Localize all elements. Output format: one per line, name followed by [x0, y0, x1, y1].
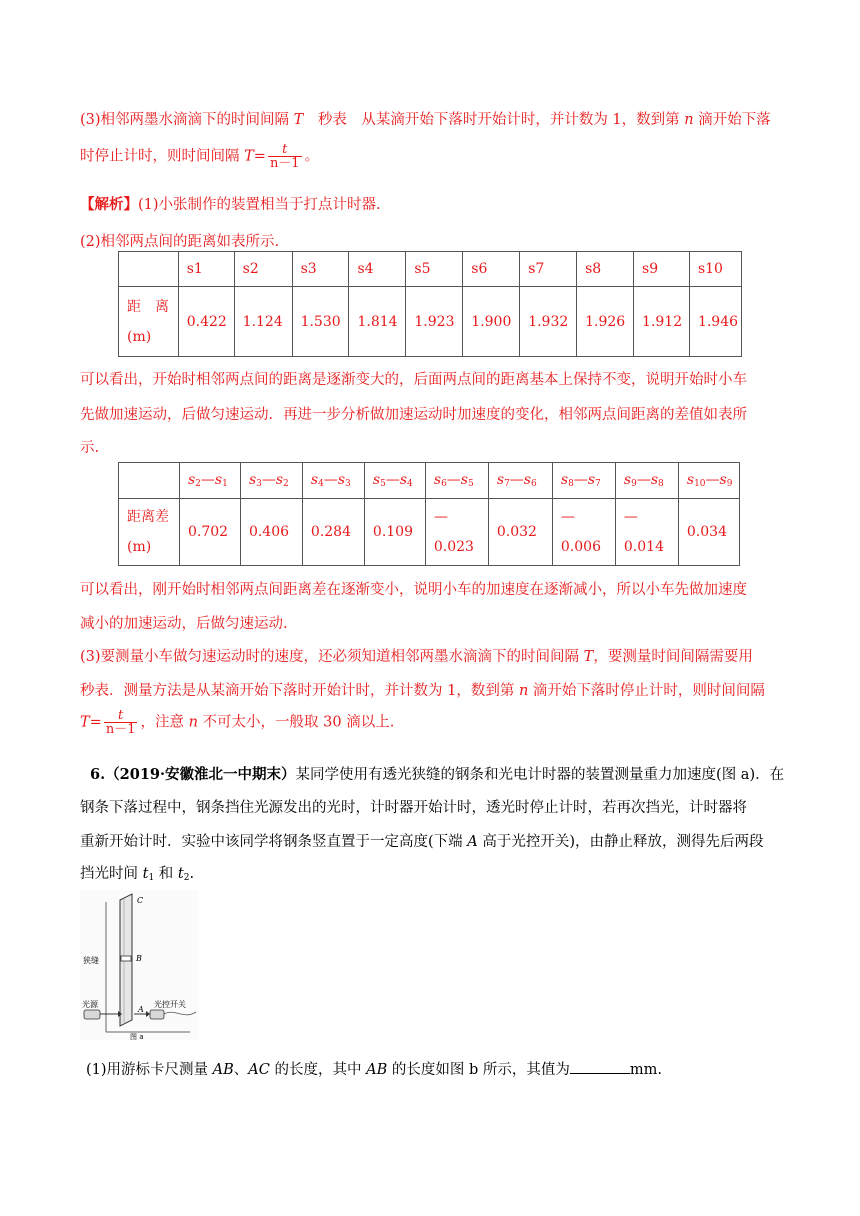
- table-header-cell: s6: [463, 252, 520, 287]
- cell-value: 0.023: [433, 539, 474, 555]
- var-s: s: [523, 472, 531, 488]
- var-s: s: [187, 472, 196, 488]
- table-header-cell: [425, 463, 488, 499]
- table-header-cell: [488, 463, 552, 499]
- analysis-p5-line3: [80, 709, 394, 736]
- label-A: A: [138, 1005, 144, 1014]
- minus: —: [200, 472, 215, 488]
- text: 的长度如图 b 所示，其值为: [387, 1062, 570, 1078]
- analysis-p5-line2: [80, 679, 765, 700]
- text: .: [189, 866, 195, 882]
- text: ，要测量时间间隔需要用: [593, 649, 753, 665]
- cell-value: 0.032: [496, 524, 537, 540]
- answer-blank[interactable]: [570, 1061, 630, 1074]
- subscript: 5: [380, 479, 386, 489]
- row-label-text: 距 离: [127, 298, 169, 315]
- table-header-cell: [552, 463, 615, 499]
- text: 挡光时间: [80, 866, 143, 882]
- var-s: s: [560, 472, 569, 488]
- var-n: n: [684, 112, 694, 128]
- var-s: s: [310, 472, 319, 488]
- subscript: 8: [568, 479, 574, 489]
- analysis-bracket: 【解析】: [80, 196, 138, 213]
- subscript: 6: [441, 479, 447, 489]
- var-s: s: [460, 472, 468, 488]
- equals: =: [253, 148, 266, 165]
- table-header-row: [119, 463, 740, 499]
- var-AB: AB: [212, 1062, 234, 1078]
- table-header-cell: [119, 463, 180, 499]
- cell-value: 0.014: [623, 539, 664, 555]
- subscript: 2: [283, 479, 289, 489]
- label-light-source: 光源: [82, 1000, 98, 1009]
- table-cell: [552, 499, 615, 566]
- distance-table: [118, 251, 742, 357]
- unit: mm.: [629, 1062, 662, 1078]
- table-header-cell: [615, 463, 678, 499]
- label-light-switch: 光控开关: [154, 1000, 186, 1009]
- text: 某同学使用有透光狭缝的钢条和光电计时器的装置测量重力加速度(图 a)．在: [295, 767, 785, 783]
- table-cell: 1.912: [634, 287, 690, 357]
- row-label: [119, 499, 180, 566]
- subscript: 2: [183, 873, 190, 883]
- table-cell: [678, 499, 739, 566]
- analysis-p2: (2)相邻两点间的距离如表所示.: [80, 234, 280, 250]
- table-row: [119, 499, 740, 566]
- text: 和: [154, 866, 178, 882]
- minus: —: [705, 472, 720, 488]
- table-cell: 1.946: [689, 287, 741, 357]
- var-s: s: [587, 472, 595, 488]
- text: (3)相邻两墨水滴滴下的时间间隔: [80, 112, 294, 128]
- cell-value: 0.702: [187, 524, 229, 540]
- question-number: 6.: [90, 766, 106, 783]
- subscript: 1: [222, 479, 228, 489]
- text: 秒表 从某滴开始下落时开始计时，并计数为 1，数到第: [303, 112, 685, 128]
- question-6-sub1: [86, 1058, 662, 1079]
- fraction-numerator: t: [104, 709, 138, 723]
- cell-value: 0.406: [248, 524, 290, 540]
- minus: —: [509, 472, 524, 488]
- var-AC: AC: [248, 1062, 270, 1078]
- table-header-cell: s9: [634, 252, 690, 287]
- var-t1: t: [142, 866, 149, 882]
- cell-value: 0.006: [560, 539, 601, 555]
- subscript: 9: [631, 479, 637, 489]
- question-source: （2019·安徽淮北一中期末）: [105, 766, 296, 783]
- var-s: s: [686, 472, 695, 488]
- var-s: s: [433, 472, 442, 488]
- var-s: s: [399, 472, 408, 488]
- table-header-cell: [179, 463, 240, 499]
- text: 秒表．测量方法是从某滴开始下落时开始计时，并计数为 1，数到第: [80, 683, 519, 699]
- answer-3-line2: [80, 143, 319, 170]
- table-header-row: [119, 252, 742, 287]
- var-A: A: [467, 834, 478, 850]
- var-s: s: [214, 472, 223, 488]
- table-cell: [488, 499, 552, 566]
- fraction-denominator: n－1: [105, 722, 136, 737]
- var-n: n: [518, 683, 529, 699]
- fraction: [268, 143, 302, 170]
- row-label-unit: (m): [127, 539, 152, 555]
- var-s: s: [719, 472, 727, 488]
- var-T: T: [293, 112, 304, 128]
- minus: —: [323, 472, 338, 488]
- var-s: s: [372, 472, 381, 488]
- fraction: [104, 709, 138, 736]
- question-6-line3: [80, 830, 764, 851]
- question-6-line2: 钢条下落过程中，钢条挡住光源发出的光时，计时器开始计时，透光时停止计时，若再次挡光，计时器将: [80, 800, 747, 816]
- minus: —: [261, 472, 276, 488]
- table-row: [119, 287, 742, 357]
- var-s: s: [248, 472, 257, 488]
- text: 高于光控开关)，由静止释放，测得先后两段: [477, 834, 764, 850]
- text: (1)用游标卡尺测量: [86, 1062, 213, 1078]
- table-cell: 1.932: [520, 287, 577, 357]
- fraction-numerator: t: [268, 143, 302, 157]
- analysis-p3-line1: 可以看出，开始时相邻两点间的距离是逐渐变大的，后面两点间的距离基本上保持不变，说明开始时小车: [80, 372, 747, 388]
- table-cell: [302, 499, 364, 566]
- table-cell: 1.900: [463, 287, 520, 357]
- cell-value: 0.109: [372, 524, 413, 540]
- minus-sign: —: [560, 509, 575, 525]
- var-n: n: [188, 714, 198, 731]
- text: 时停止计时，则时间间隔: [80, 148, 245, 165]
- table-header-cell: [678, 463, 739, 499]
- table-header-cell: s8: [577, 252, 634, 287]
- analysis-p3-line2: 先做加速运动，后做匀速运动．再进一步分析做加速运动时加速度的变化，相邻两点间距离的差值如表所: [80, 407, 747, 423]
- var-T: T: [80, 714, 90, 731]
- equals: =: [89, 714, 102, 731]
- table-cell: [240, 499, 302, 566]
- text: 重新开始计时．实验中该同学将钢条竖直置于一定高度(下端: [80, 834, 468, 850]
- var-T: T: [244, 148, 254, 165]
- row-label-unit: (m): [127, 328, 152, 345]
- table-header-cell: s2: [234, 252, 292, 287]
- table-header-cell: s10: [689, 252, 741, 287]
- table-cell: 1.124: [234, 287, 292, 357]
- table-header-cell: s5: [406, 252, 463, 287]
- subscript: 7: [595, 479, 601, 489]
- figure-caption: 图 a: [130, 1033, 144, 1040]
- subscript: 10: [694, 479, 706, 489]
- analysis-p3-line3: 示.: [80, 440, 100, 456]
- subscript: 3: [345, 479, 351, 489]
- table-cell: [179, 499, 240, 566]
- text: 的长度，其中: [269, 1062, 367, 1078]
- minus: —: [385, 472, 400, 488]
- table-header-cell: s4: [349, 252, 406, 287]
- subscript: 3: [256, 479, 262, 489]
- var-s: s: [623, 472, 632, 488]
- table-header-cell: [364, 463, 425, 499]
- label-C: C: [137, 896, 144, 905]
- table-cell: 1.926: [577, 287, 634, 357]
- var-s: s: [337, 472, 346, 488]
- subscript: 4: [318, 479, 324, 489]
- table-header-cell: [119, 252, 179, 287]
- label-slit: 狭缝: [83, 956, 99, 965]
- analysis-p5-line1: [80, 645, 753, 666]
- analysis-p4-line2: 减小的加速运动，后做匀速运动.: [80, 616, 288, 632]
- cell-value: 0.034: [686, 524, 727, 540]
- apparatus-diagram: [80, 890, 198, 1040]
- text: ，注意: [140, 714, 189, 731]
- minus: —: [573, 472, 588, 488]
- var-t2: t: [177, 866, 184, 882]
- table-cell: 1.923: [406, 287, 463, 357]
- minus: —: [446, 472, 461, 488]
- table-cell: [425, 499, 488, 566]
- question-6-line4: [80, 862, 194, 883]
- minus-sign: —: [433, 509, 448, 525]
- table-cell: 0.422: [178, 287, 234, 357]
- text: 滴开始下落时停止计时，则时间间隔: [528, 683, 765, 699]
- fraction-denominator: n－1: [269, 156, 300, 171]
- subscript: 9: [726, 479, 733, 489]
- var-AB: AB: [366, 1062, 388, 1078]
- table-header-cell: s3: [292, 252, 349, 287]
- table-cell: [615, 499, 678, 566]
- subscript: 2: [195, 479, 201, 489]
- var-s: s: [275, 472, 284, 488]
- analysis-p1: [80, 193, 381, 214]
- var-s: s: [650, 472, 658, 488]
- minus: —: [636, 472, 651, 488]
- table-header-cell: s1: [178, 252, 234, 287]
- text: 滴开始下落: [693, 112, 771, 128]
- row-label: [119, 287, 179, 357]
- figure-a: [80, 890, 198, 1040]
- table-header-cell: [240, 463, 302, 499]
- subscript: 7: [504, 479, 510, 489]
- var-s: s: [496, 472, 505, 488]
- row-label-text: 距离差: [127, 509, 169, 525]
- text: 。: [304, 148, 320, 165]
- analysis-p4-line1: 可以看出，刚开始时相邻两点间距离差在逐渐变小，说明小车的加速度在逐渐减小，所以小车先做加速度: [80, 582, 747, 598]
- table-header-cell: s7: [520, 252, 577, 287]
- var-T: T: [583, 649, 594, 665]
- subscript: 8: [658, 479, 664, 489]
- text: (1)小张制作的装置相当于打点计时器.: [138, 197, 381, 213]
- text: 不可太小，一般取 30 滴以上.: [197, 714, 395, 731]
- cell-value: 0.284: [310, 524, 352, 540]
- question-6-line1: [90, 763, 784, 784]
- subscript: 4: [407, 479, 413, 489]
- subscript: 5: [467, 479, 474, 489]
- label-B: B: [136, 954, 142, 963]
- answer-3-line1: [80, 108, 771, 129]
- table-cell: 1.814: [349, 287, 406, 357]
- table-header-cell: [302, 463, 364, 499]
- text: (3)要测量小车做匀速运动时的速度，还必须知道相邻两墨水滴滴下的时间间隔: [80, 649, 584, 665]
- table-cell: [364, 499, 425, 566]
- minus-sign: —: [623, 509, 638, 525]
- subscript: 1: [148, 873, 155, 883]
- distance-difference-table: [118, 462, 740, 566]
- subscript: 6: [530, 479, 537, 489]
- text: 、: [233, 1062, 249, 1078]
- table-cell: 1.530: [292, 287, 349, 357]
